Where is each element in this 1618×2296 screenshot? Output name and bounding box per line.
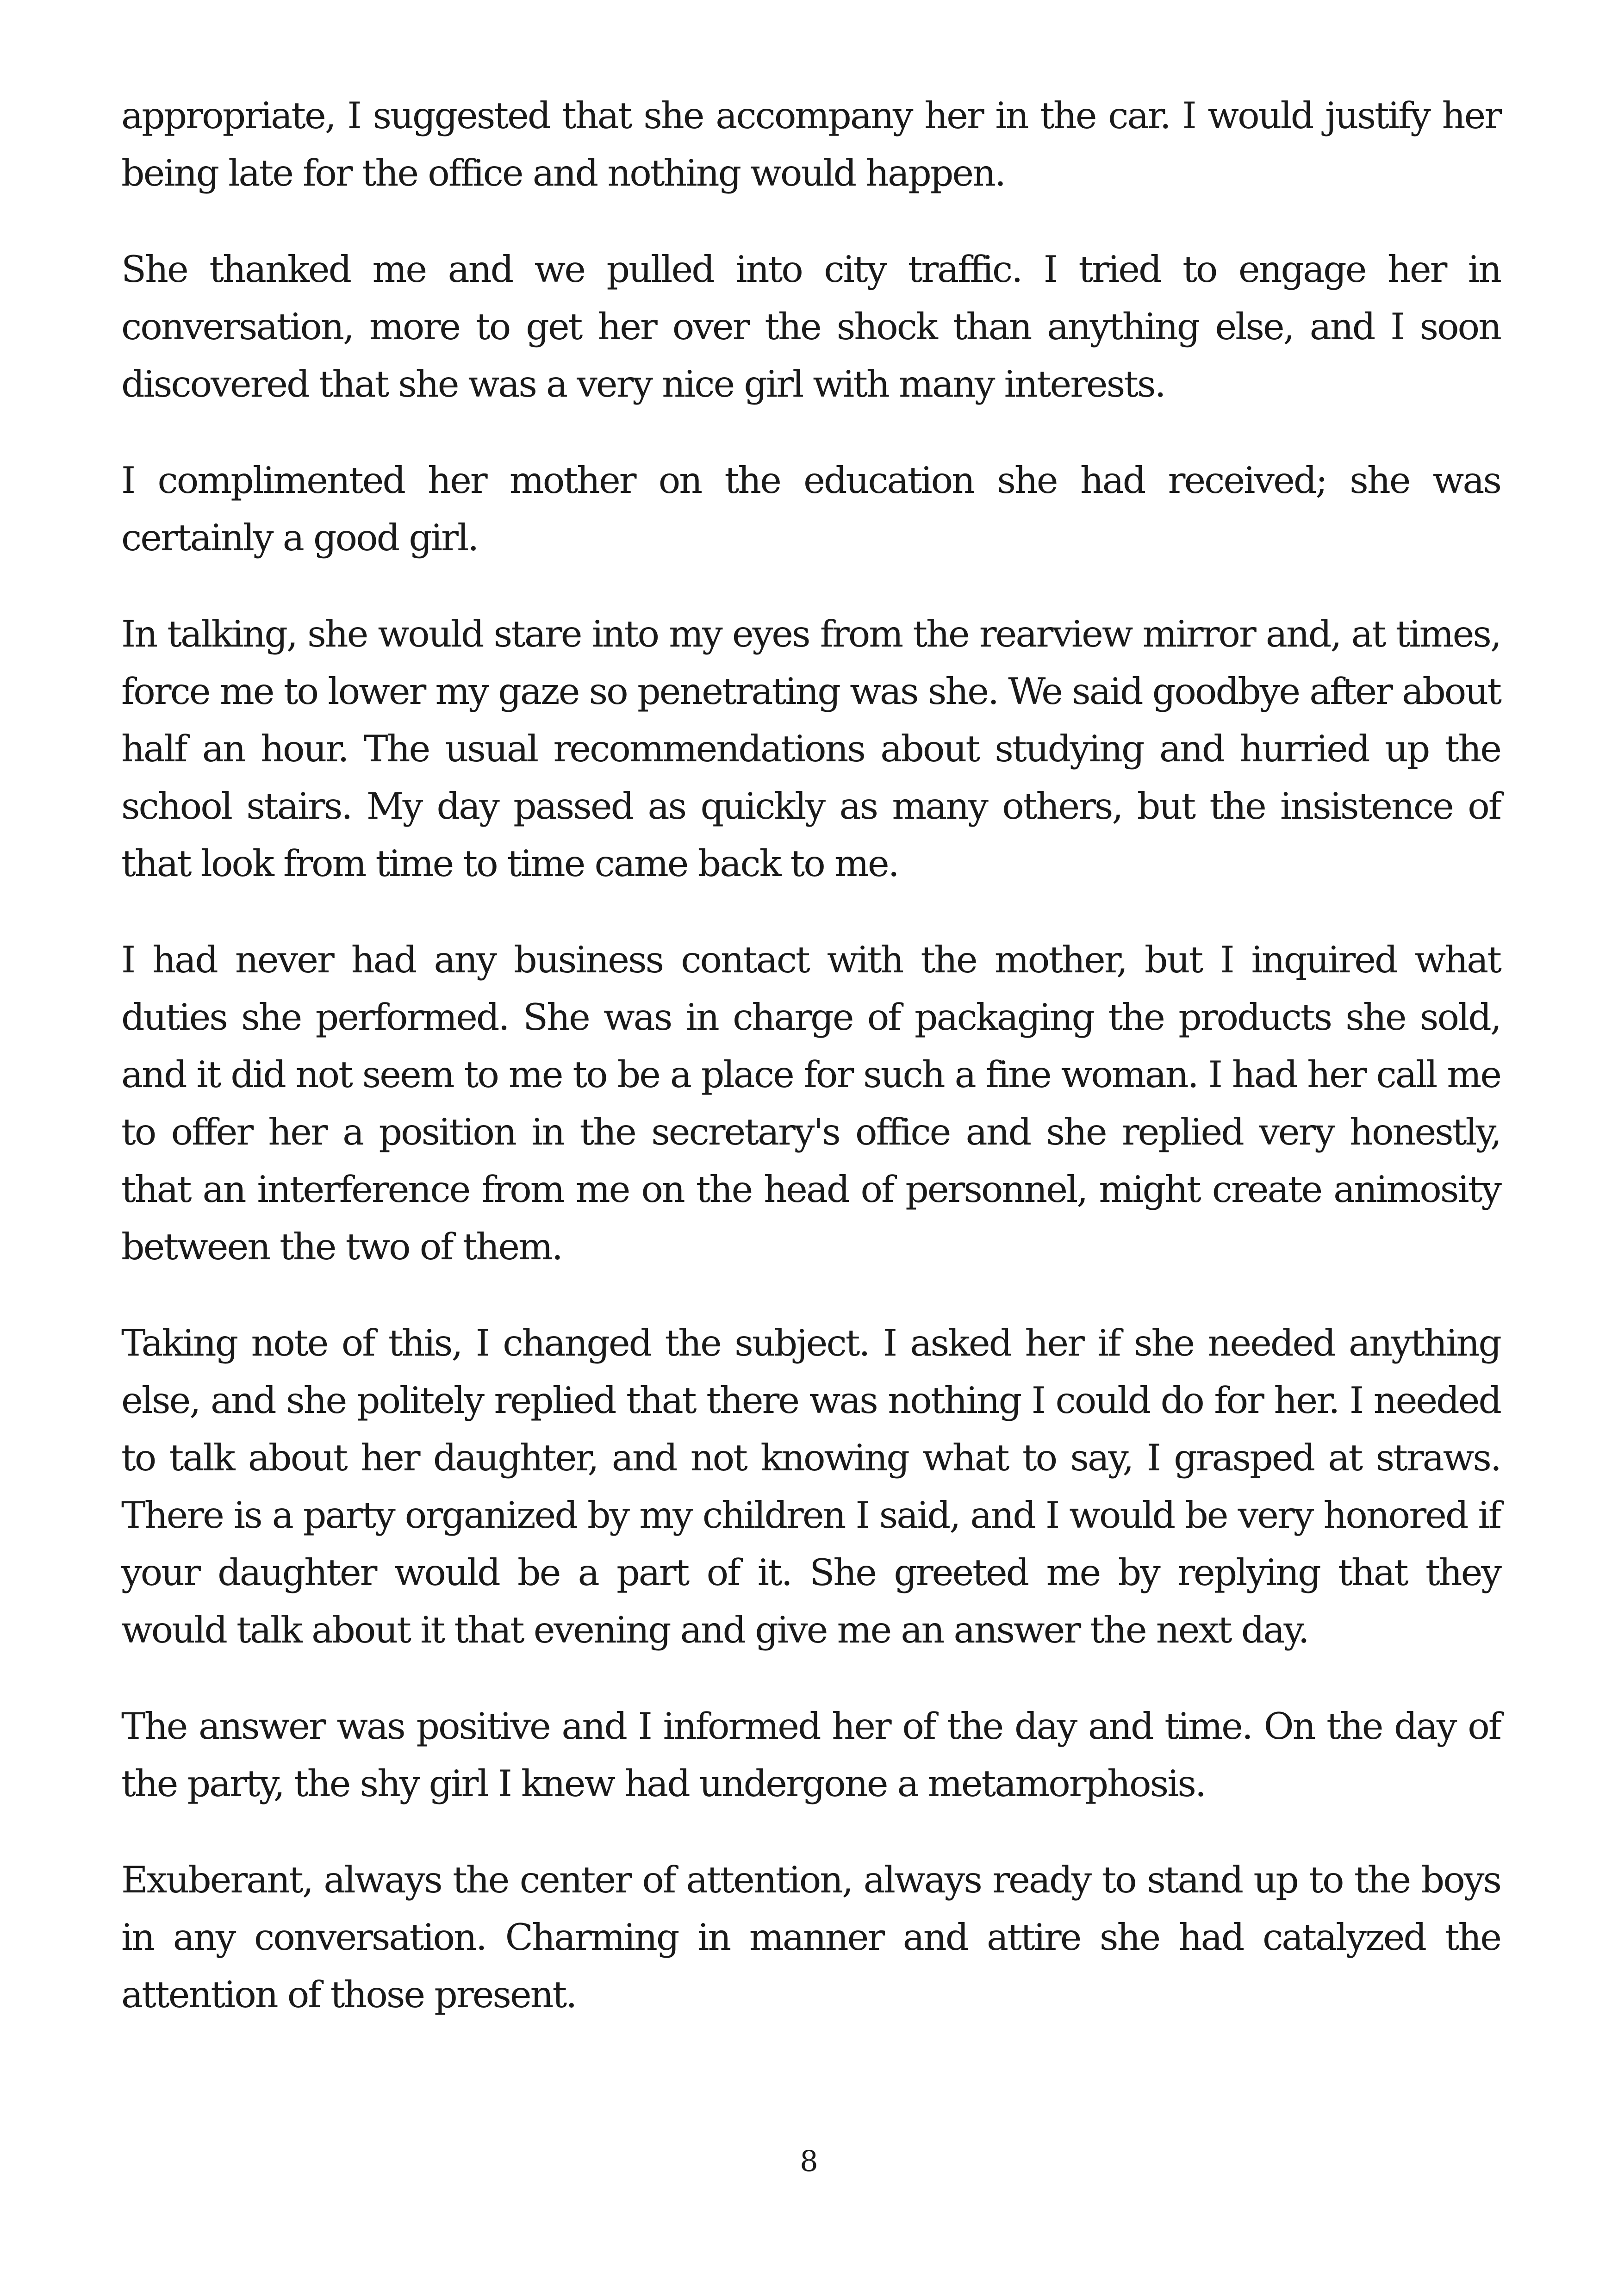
paragraph-7: The answer was positive and I informed her of the day and time. On the day of the party, the shy girl I knew had undergone a metamorphosis. [121,1705,1500,1805]
paragraph-5: I had never had any business contact with the mother, but I inquired what duties she performed. She was in charge of packaging the products she sold, and it did not seem to me to be a place for such a fine woman. I had her call me to offer her a position in the secretary's office and she replied very honestly, that an interference from me on the head of personnel, might create animosity between the two of them. [121,939,1500,1268]
paragraph-4: In talking, she would stare into my eyes from the rearview mirror and, at times, force me to lower my gaze so penetrating was she. We said goodbye after about half an hour. The usual recommendations about studying and hurried up the school stairs. My day passed as quickly as many others, but the insistence of that look from time to time came back to me. [121,613,1500,885]
paragraph-8: Exuberant, always the center of attention, always ready to stand up to the boys in any conversation. Charming in manner and attire she had catalyzed the attention of those present. [121,1859,1500,2016]
body-text [121,87,1500,2062]
paragraph-2: She thanked me and we pulled into city traffic. I tried to engage her in conversation, more to get her over the shock than anything else, and I soon discovered that she was a very nice girl with many interests. [121,248,1500,405]
paragraph-3: I complimented her mother on the education she had received; she was certainly a good girl. [121,459,1500,559]
page-number: 8 [800,2144,818,2178]
paragraph-6: Taking note of this, I changed the subject. I asked her if she needed anything else, and she politely replied that there was nothing I could do for her. I needed to talk about her daughter, and not knowing what to say, I grasped at straws. There is a party organized by my children I said, and I would be very honored if your daughter would be a part of it. She greeted me by replying that they would talk about it that evening and give me an answer the next day. [121,1322,1500,1651]
paragraph-1: appropriate, I suggested that she accompany her in the car. I would justify her being late for the office and nothing would happen. [121,94,1500,194]
